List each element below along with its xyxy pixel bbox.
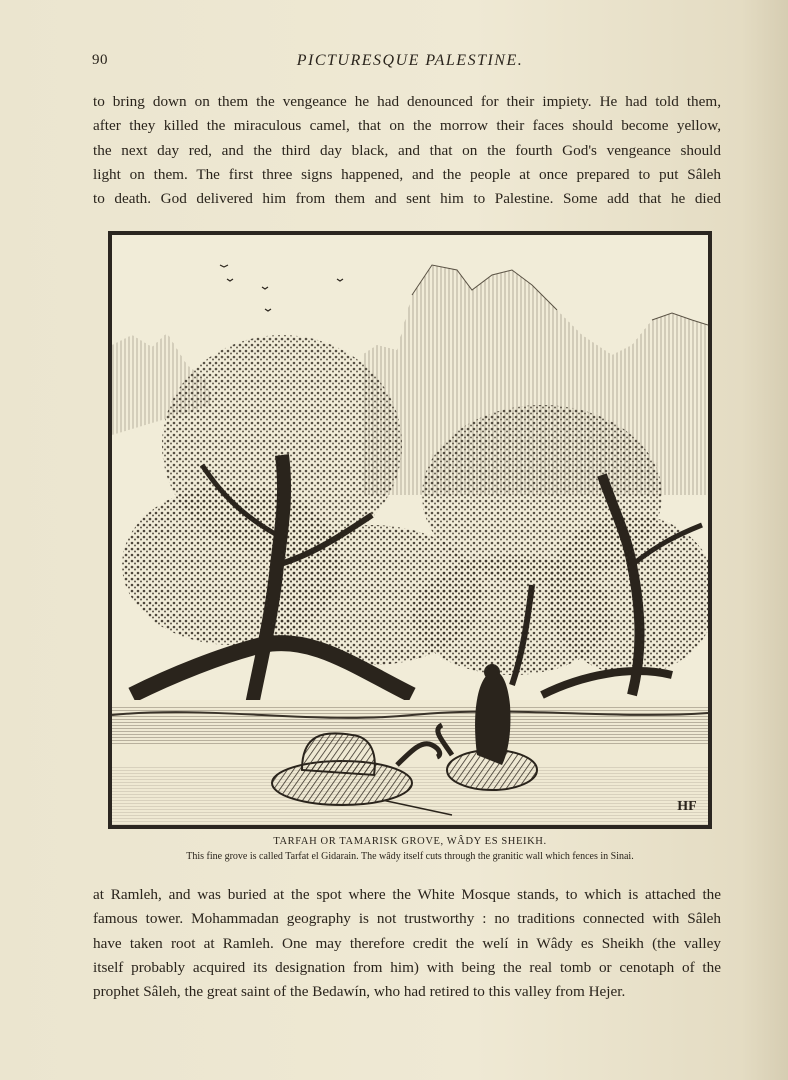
text-line: the next day red, and the third day black, and that on the fourth God's vengeance should — [93, 141, 721, 159]
bottom-paragraph — [93, 883, 721, 1004]
figure-caption-title: TARFAH OR TAMARISK GROVE, WÂDY ES SHEIKH. — [273, 836, 547, 847]
text-line: at Ramleh, and was buried at the spot where the White Mosque stands, to which is attached the — [93, 886, 721, 903]
text-line: to bring down on them the vengeance he had denounced for their impiety. He had told them, — [93, 93, 721, 110]
text-line: have taken root at Ramleh. One may therefore credit the welí in Wâdy es Sheikh (the valley — [93, 934, 721, 952]
text-line: light on them. The first three signs happened, and the people at once prepared to put Sâleh — [93, 165, 721, 183]
text-line: itself probably acquired its designation from him) with being the real tomb or cenotaph of the — [93, 958, 721, 976]
page-header — [92, 52, 728, 76]
text-line: after they killed the miraculous camel, that on the morrow their faces should become yellow, — [93, 117, 721, 135]
top-paragraph — [93, 90, 721, 211]
text-line: to death. God delivered him from them and sent him to Palestine. Some add that he died — [93, 190, 721, 208]
text-line: famous tower. Mohammadan geography is not trustworthy : no traditions connected with Sâleh — [93, 910, 721, 928]
artist-monogram: HF — [677, 799, 697, 814]
tamarisk-grove-engraving — [112, 235, 708, 825]
text-line: prophet Sâleh, the great saint of the Bedawín, who had retired to this valley from Hejer. — [93, 983, 626, 1001]
figure-caption-subtitle: This fine grove is called Tarfat el Gidarain. The wâdy itself cuts through the granitic wall which fences in Sinai. — [186, 851, 634, 862]
engraving-illustration — [108, 231, 712, 829]
page-number: 90 — [92, 52, 108, 68]
running-title: PICTURESQUE PALESTINE. — [296, 52, 524, 69]
